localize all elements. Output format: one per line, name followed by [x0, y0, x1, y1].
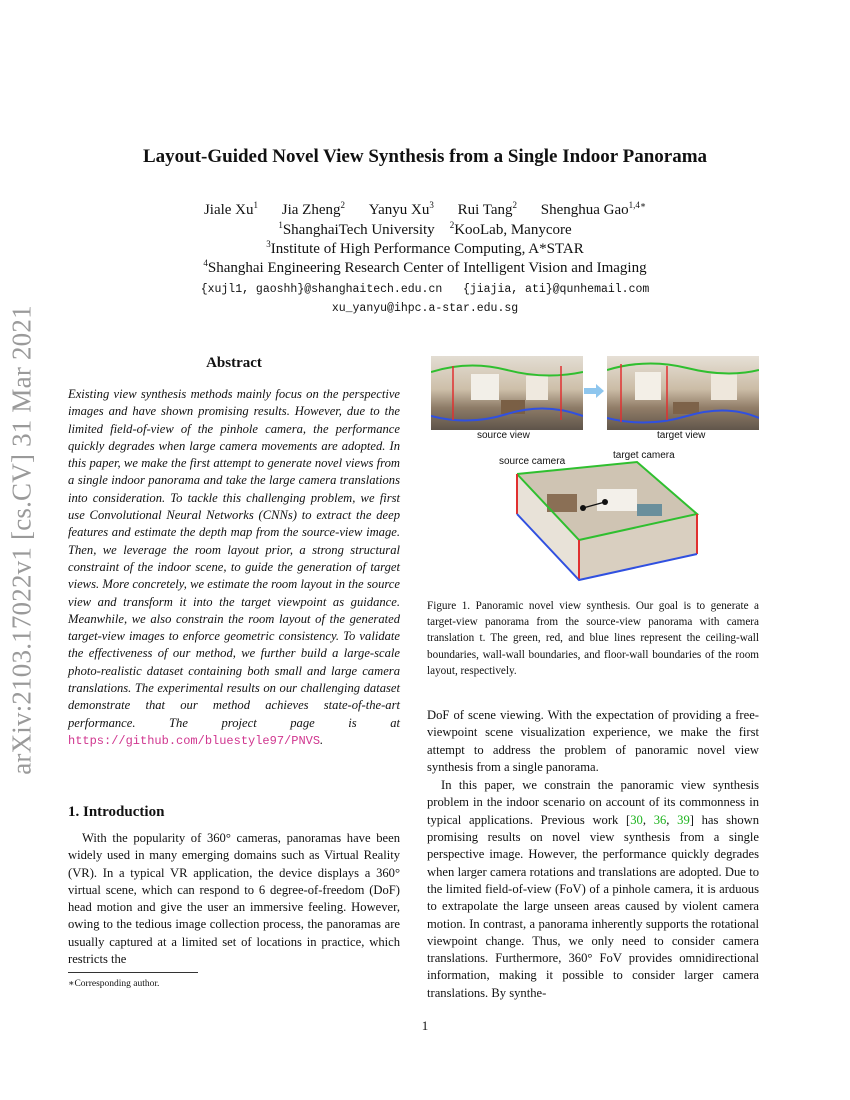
author-list — [0, 200, 850, 219]
abstract-heading: Abstract — [206, 355, 262, 371]
author: Rui Tang$^2$ — [457, 200, 518, 218]
author: Shenghua Gao$^{1,4∗}$ — [540, 200, 647, 218]
intro-body: With the popularity of 360° cameras, panoramas have been widely used in many emerging domains such as Virtual Reality (VR). In a typical VR application, the device displays a 360° virtual scene, which can respond to 6 degree-of-freedom (DoF) head motion and give the user an immersive feeling. However, owing to the tedious image collection process, the panoramas are usually captured at a limited set of locations in practice, which restricts the — [68, 831, 400, 967]
page-number: 1 — [421, 1018, 429, 1033]
intro-heading: 1. Introduction — [68, 804, 165, 820]
arxiv-stamp — [2, 300, 42, 780]
project-link[interactable]: https://github.com/bluestyle97/PNVS — [68, 733, 321, 748]
author: Yanyu Xu$^3$ — [368, 200, 434, 218]
target-view-panorama — [607, 356, 759, 430]
figure-1 — [427, 352, 759, 592]
email-line-1: {xujl1, gaoshh}@shanghaitech.edu.cn {jiajia, ati}@qunhemail.com — [200, 283, 650, 296]
footnote: ∗Corresponding author. — [68, 979, 160, 989]
affiliation-line-3: $^4$Shanghai Engineering Research Center of Intelligent Vision and Imaging — [203, 258, 647, 276]
paper-title: Layout-Guided Novel View Synthesis from a Single Indoor Panorama — [142, 146, 708, 167]
room-layout-3d — [487, 444, 707, 584]
figure-1-caption: Figure 1. Panoramic novel view synthesis. Our goal is to generate a target-view panorama from the source-view panorama with camera translation t. The green, red, and blue lines represent the ceiling-wall boundaries, wall-wall boundaries, and floor-wall boundaries of the room layout, respectively. — [427, 600, 759, 677]
citation-link[interactable]: 39 — [677, 812, 690, 827]
author: Jiale Xu$^1$ — [203, 200, 259, 218]
label-source-camera: source camera — [499, 456, 566, 467]
author: Jia Zheng$^2$ — [281, 200, 345, 218]
citation-link[interactable]: 36 — [653, 812, 667, 827]
right-paragraph-1: DoF of scene viewing. With the expectation of providing a free-viewpoint scene visualization experience, we make the first attempt to address the problem of panoramic novel view synthesis from a single panorama. — [427, 708, 759, 774]
label-target-camera: target camera — [613, 450, 675, 461]
footnote-divider — [68, 972, 198, 973]
source-view-panorama — [431, 356, 583, 430]
email-line-2: xu_yanyu@ihpc.a-star.edu.sg — [331, 302, 519, 315]
right-paragraph-2: In this paper, we constrain the panoramic view synthesis problem in the indoor scenario on account of its commonness in typical applications. Previous work [30, 36, 39] has shown promising results on novel view synthesis from a single perspective image. However, the performance quickly degrades when larger camera rotations and translations are adopted. Due to the limited field-of-view (FoV) of a pinhole camera, it is arduous to extrapolate the large unseen areas caused by violent camera motion. In contrast, a panorama inherently supports the rotational viewpoint change. Thus, we only need to consider camera translations. Furthermore, 360° FoV provides omnidirectional information, making it possible to consider larger camera translations. By synthe- — [427, 778, 760, 1000]
abstract-body: Existing view synthesis methods mainly focus on the perspective images and have shown promising results. However, due to the limited field-of-view of the pinhole camera, the performance quickly degrades when large camera movements are adopted. In this paper, we make the first attempt to generate novel views from a single indoor panorama and take the large camera translations into consideration. To tackle this challenging problem, we first use Convolutional Neural Networks (CNNs) to extract the deep features and estimate the depth map from the source-view image. Then, we leverage the room layout prior, a strong structural constraint of the indoor scene, to guide the generation of target views. More concretely, we estimate the room layout in the source view and transform it into the target viewpoint as guidance. Meanwhile, we also constrain the room layout of the generated target-view images to enforce geometric consistency. To validate the effectiveness of our method, we further build a large-scale photo-realistic dataset containing both small and large camera translations. The experimental results on our challenging dataset demonstrate that our method achieves state-of-the-art performance. The project page is at https://github.com/bluestyle97/PNVS. — [68, 387, 400, 748]
label-target-view: target view — [657, 430, 706, 441]
right-column-text — [427, 707, 759, 1002]
citation-link[interactable]: 30 — [630, 812, 643, 827]
arrow-right-icon — [584, 384, 604, 398]
arxiv-id: arXiv:2103.17022v1 [cs.CV] 31 Mar 2021 — [6, 305, 37, 775]
affiliation-line-1: $^1$ShanghaiTech University $^2$KooLab, Manycore — [278, 220, 572, 238]
affiliation-line-2: $^3$Institute of High Performance Computing, A*STAR — [266, 239, 584, 257]
label-source-view: source view — [477, 430, 530, 441]
